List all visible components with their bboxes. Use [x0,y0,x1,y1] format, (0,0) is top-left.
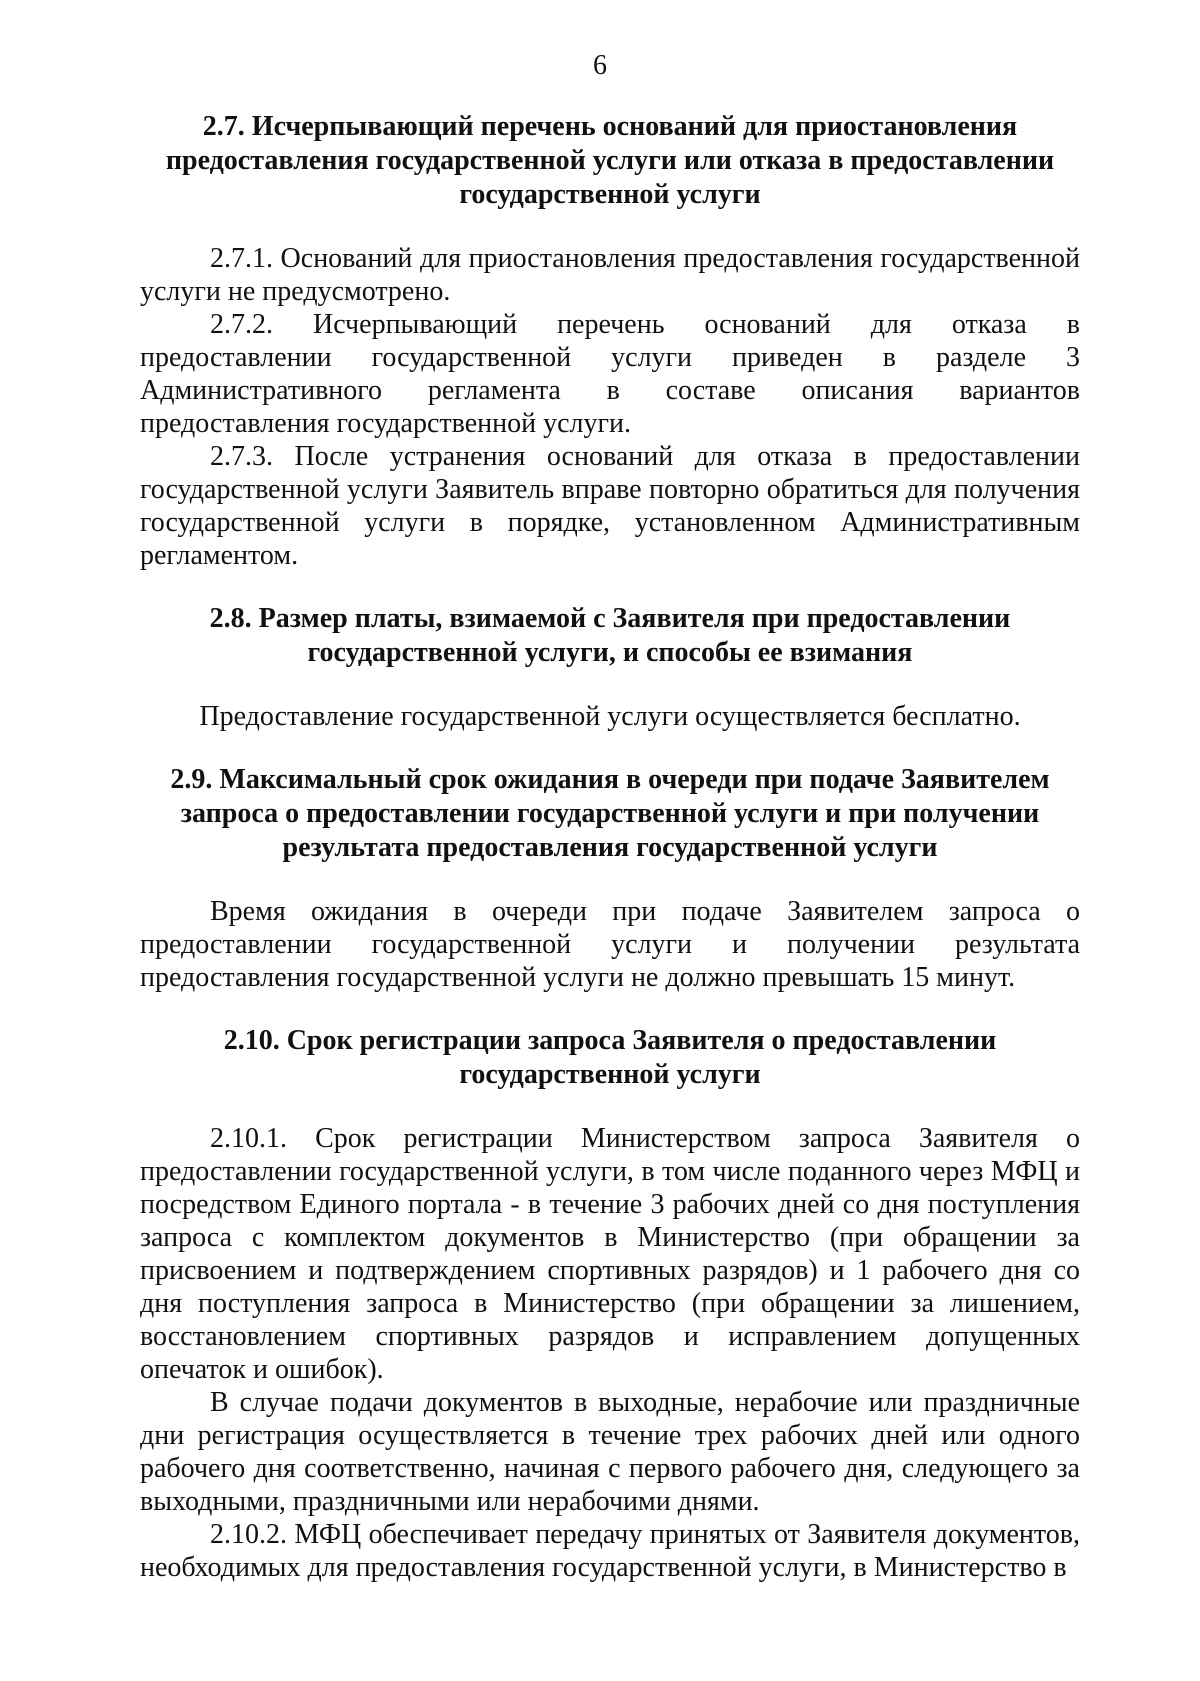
document-body [140,110,1080,1584]
section-heading: 2.9. Максимальный срок ожидания в очереди при подаче Заявителем запроса о предоставлении государственной услуги и при получении результата предоставления государственной услуги [170,764,1050,863]
section-2-8 [140,602,1080,733]
section-heading: 2.10. Срок регистрации запроса Заявителя о предоставлении государственной услуги [223,1025,997,1090]
paragraph: 2.7.2. Исчерпывающий перечень оснований для отказа в предоставлении государственной услуги приведен в разделе 3 Административного регламента в составе описания вариантов предоставления государственной услуги. [140,309,1080,439]
page-number: 6 [593,50,607,81]
paragraph: Предоставление государственной услуги осуществляется бесплатно. [199,701,1021,732]
paragraph: 2.7.3. После устранения оснований для отказа в предоставлении государственной услуги Заявитель вправе повторно обратиться для получения государственной услуги в порядке, установленном Административным регламентом. [140,441,1080,571]
section-2-10 [140,1024,1080,1584]
paragraph: В случае подачи документов в выходные, нерабочие или праздничные дни регистрация осуществляется в течение трех рабочих дней или одного рабочего дня соответственно, начиная с первого рабочего дня, следующего за выходными, праздничными или нерабочими днями. [140,1387,1080,1517]
section-2-9 [140,763,1080,994]
section-2-7 [140,110,1080,572]
section-heading: 2.7. Исчерпывающий перечень оснований для приостановления предоставления государственной услуги или отказа в предоставлении государственной услуги [165,111,1055,210]
paragraph: 2.10.1. Срок регистрации Министерством запроса Заявителя о предоставлении государственной услуги, в том числе поданного через МФЦ и посредством Единого портала - в течение 3 рабочих дней со дня поступления запроса с комплектом документов в Министерство (при обращении за присвоением и подтверждением спортивных разрядов) и 1 рабочего дня со дня поступления запроса в Министерство (при обращении за лишением, восстановлением спортивных разрядов и исправлением допущенных опечаток и ошибок). [140,1123,1080,1385]
paragraph: Время ожидания в очереди при подаче Заявителем запроса о предоставлении государственной услуги и получении результата предоставления государственной услуги не должно превышать 15 минут. [140,896,1080,993]
paragraph: 2.10.2. МФЦ обеспечивает передачу принятых от Заявителя документов, необходимых для предоставления государственной услуги, в Министерство в [140,1519,1080,1583]
section-heading: 2.8. Размер платы, взимаемой с Заявителя при предоставлении государственной услуги, и способы ее взимания [209,603,1011,668]
paragraph: 2.7.1. Оснований для приостановления предоставления государственной услуги не предусмотрено. [140,243,1080,307]
